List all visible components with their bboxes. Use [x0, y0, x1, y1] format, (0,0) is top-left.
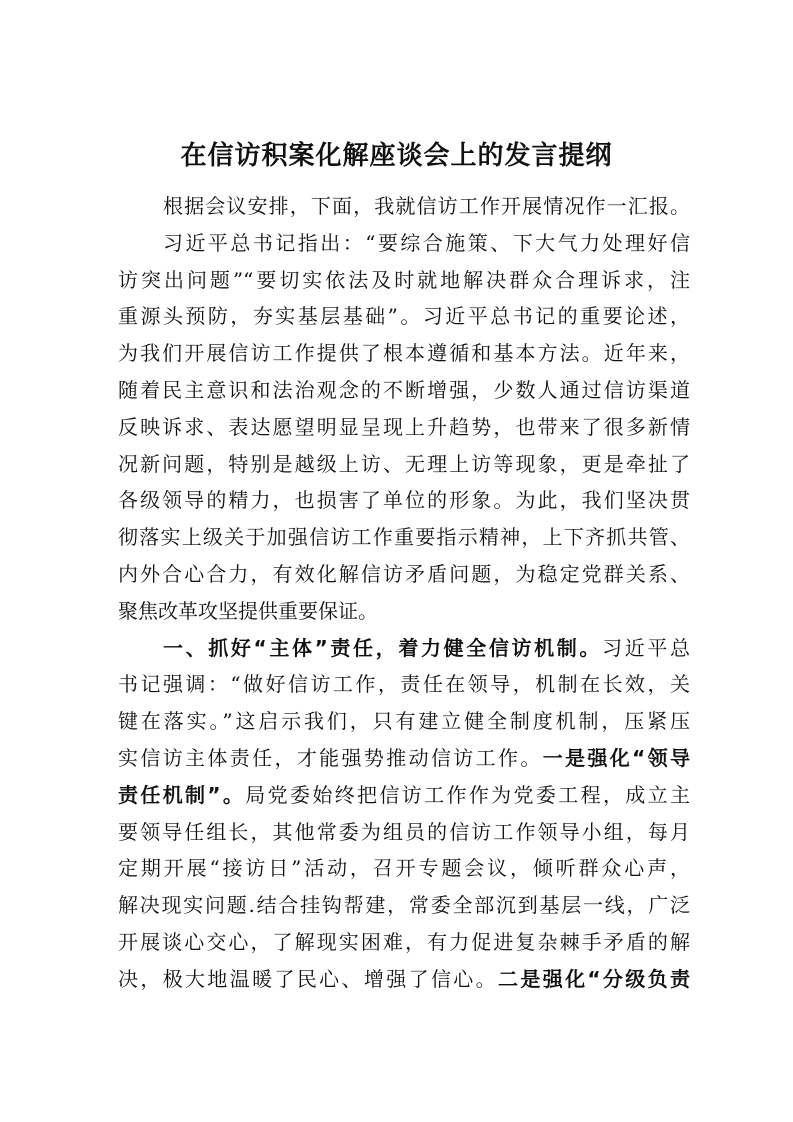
text-segment: 为我们开展信访工作提供了根本遵循和基本方法。近年来， [118, 341, 690, 366]
text-line [118, 335, 690, 372]
bold-text: 责任机制”。 [118, 782, 246, 807]
text-line [118, 850, 690, 887]
text-line [118, 666, 690, 703]
text-line [118, 446, 690, 483]
text-segment: 书记强调：“做好信访工作，责任在领导，机制在长效，关 [118, 672, 690, 697]
text-line [118, 924, 690, 961]
text-segment: 内外合心合力，有效化解信访矛盾问题，为稳定党群关系、 [118, 561, 690, 586]
text-segment: 定期开展“接访日”活动，召开专题会议，倾听群众心声， [118, 856, 690, 881]
text-line [118, 556, 690, 593]
text-segment: 开展谈心交心，了解现实困难，有力促进复杂棘手矛盾的解 [118, 929, 690, 954]
text-line [118, 740, 690, 777]
bold-text: 一、抓好“主体”责任，着力健全信访机制。 [163, 635, 603, 660]
text-segment: 要领导任组长，其他常委为组员的信访工作领导小组，每月 [118, 819, 690, 844]
text-line [118, 593, 690, 630]
text-line [118, 887, 690, 924]
text-line [118, 372, 690, 409]
text-segment: 聚焦改革攻坚提供重要保证。 [118, 598, 378, 623]
text-line [118, 777, 690, 814]
text-segment: 键在落实。”这启示我们，只有建立健全制度机制，压紧压 [118, 709, 690, 734]
text-line [118, 188, 690, 225]
text-segment: 习近平总 [602, 635, 690, 660]
text-segment: 习近平总书记指出：“要综合施策、下大气力处理好信 [163, 230, 690, 255]
text-line [118, 961, 690, 998]
bold-text: 二是强化“分级负责 [498, 966, 690, 991]
text-segment: 况新问题，特别是越级上访、无理上访等现象，更是牵扯了 [118, 451, 690, 476]
text-segment: 决，极大地温暖了民心、增强了信心。 [118, 966, 499, 991]
text-segment: 访突出问题”“要切实依法及时就地解决群众合理诉求，注 [118, 267, 690, 292]
text-line [118, 519, 690, 556]
text-line [118, 298, 690, 335]
text-segment: 实信访主体责任，才能强势推动信访工作。 [118, 745, 543, 770]
text-segment: 反映诉求、表达愿望明显呈现上升趋势，也带来了很多新情 [118, 414, 690, 439]
text-segment: 彻落实上级关于加强信访工作重要指示精神，上下齐抓共管、 [118, 525, 690, 550]
text-segment: 各级领导的精力，也损害了单位的形象。为此，我们坚决贯 [118, 488, 690, 513]
text-segment: 根据会议安排，下面，我就信访工作开展情况作一汇报。 [163, 194, 690, 218]
document-body [118, 188, 690, 998]
text-line [118, 482, 690, 519]
text-segment: 随着民主意识和法治观念的不断增强，少数人通过信访渠道 [118, 377, 690, 402]
page-title: 在信访积案化解座谈会上的发言提纲 [180, 141, 613, 171]
text-segment: 重源头预防，夯实基层基础”。习近平总书记的重要论述， [118, 304, 690, 329]
text-line [118, 703, 690, 740]
text-line [118, 814, 690, 851]
text-line [118, 630, 690, 667]
text-segment: 局党委始终把信访工作作为党委工程，成立主 [245, 782, 690, 807]
text-line [118, 262, 690, 299]
text-line [118, 225, 690, 262]
text-segment: 解决现实问题.结合挂钩帮建，常委全部沉到基层一线，广泛 [118, 893, 690, 918]
bold-text: 一是强化“领导 [542, 745, 690, 770]
text-line [118, 409, 690, 446]
